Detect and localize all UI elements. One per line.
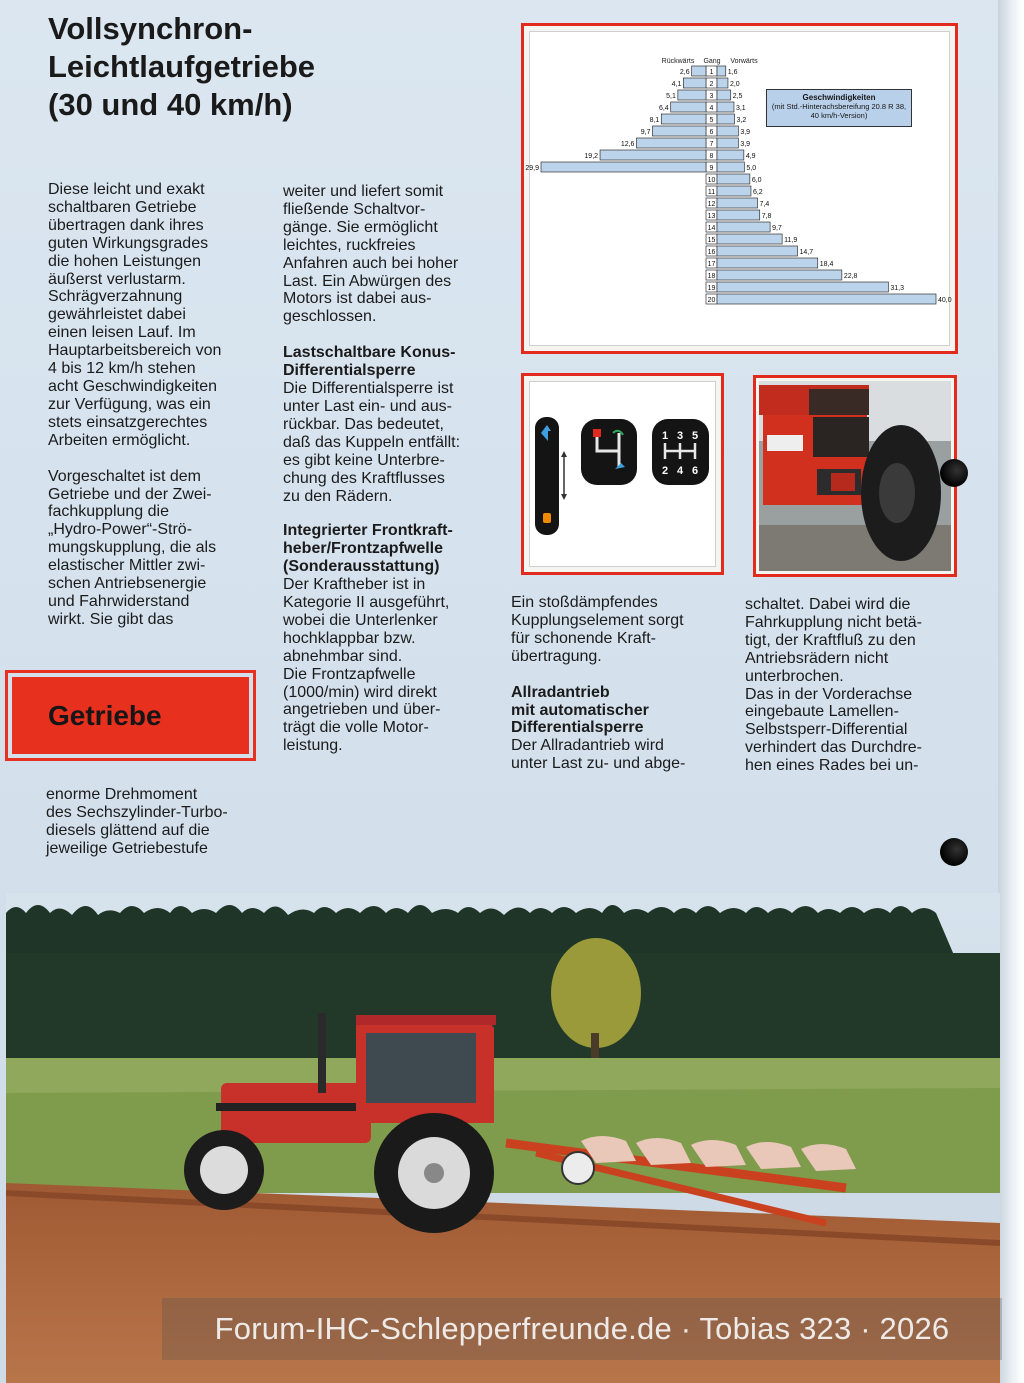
- heading-front-hitch: Integrierter Frontkraft- heber/Frontzapfwelle (Sonderausstattung): [283, 522, 453, 576]
- forward-bar-gear-20: [717, 294, 936, 304]
- shift-number-1: 1: [661, 430, 669, 442]
- watermark-text: Forum-IHC-Schlepperfreunde.de · Tobias 323 · 2026: [214, 1311, 950, 1346]
- shift-number-3: 3: [676, 430, 684, 442]
- forward-value-gear-10: 6,0: [751, 177, 762, 184]
- gear-label-2: 2: [709, 81, 714, 88]
- gear-label-19: 19: [707, 285, 716, 292]
- forward-bar-gear-16: [717, 246, 797, 256]
- reverse-value-gear-5: 8,1: [649, 117, 660, 124]
- reverse-bar-gear-7: [636, 138, 706, 148]
- forward-value-gear-13: 7,8: [761, 213, 772, 220]
- forward-bar-gear-18: [717, 270, 842, 280]
- forward-value-gear-6: 3,9: [740, 129, 751, 136]
- forward-value-gear-7: 3,9: [740, 141, 751, 148]
- gear-label-10: 10: [707, 177, 716, 184]
- forward-bar-gear-13: [717, 210, 760, 220]
- column-2-paragraph-3: Der Kraftheber ist in Kategorie II ausgeführt, wobei die Unterlenker hochklappbar bzw. abnehmbar sind. Die Frontzapfwelle (1000/min) wird direkt angetrieben und über- trägt die volle Motor- leistung.: [283, 576, 450, 755]
- reverse-value-gear-7: 12,6: [620, 141, 635, 148]
- gear-diagram: [521, 373, 724, 575]
- chart-header-forward: Vorwärts: [730, 58, 758, 65]
- forward-value-gear-2: 2,0: [729, 81, 740, 88]
- forward-value-gear-5: 3,2: [736, 117, 747, 124]
- forward-bar-gear-3: [717, 90, 731, 100]
- column-3-paragraph-2: Der Allradantrieb wird unter Last zu- und abge-: [511, 737, 686, 773]
- group-shift-icon: [581, 419, 637, 485]
- forward-bar-gear-10: [717, 174, 750, 184]
- reverse-value-gear-1: 2,6: [679, 69, 690, 76]
- forward-bar-gear-7: [717, 138, 738, 148]
- forward-value-gear-3: 2,5: [732, 93, 743, 100]
- gear-label-9: 9: [709, 165, 714, 172]
- column-3-paragraph-1: Ein stoßdämpfendes Kupplungselement sorgt für schonende Kraft- übertragung.: [511, 594, 684, 665]
- gear-label-3: 3: [709, 93, 714, 100]
- forward-bar-gear-14: [717, 222, 770, 232]
- shift-number-6: 6: [691, 465, 699, 477]
- chart-legend-subtitle: (mit Std.-Hinterachsbereifung 20.8 R 38, 40 km/h-Version): [771, 102, 907, 120]
- shift-number-4: 4: [676, 465, 684, 477]
- chart-header-gear: Gang: [703, 58, 721, 65]
- column-1-paragraph-1: Diese leicht und exakt schaltbaren Getriebe übertragen dank ihres guten Wirkungsgrades die hohen Leistungen äußerst verlustarm. Schrägverzahnung gewährleistet dabei einen leisen Lauf. Im Hauptarbeitsbereich von 4 bis 12 km/h stehen acht Geschwindigkeiten zur Verfügung, was ein stets einsatzgerechtes Arbeiten ermöglicht.: [48, 181, 222, 449]
- forward-bar-gear-6: [717, 126, 738, 136]
- gear-label-18: 18: [707, 273, 716, 280]
- reverse-bar-gear-5: [661, 114, 706, 124]
- forward-bar-gear-17: [717, 258, 818, 268]
- reverse-value-gear-2: 4,1: [671, 81, 682, 88]
- column-1-paragraph-2: Vorgeschaltet ist dem Getriebe und der Zwei- fachkupplung die „Hydro-Power“-Strö- mungskupplung, die als elastischer Mittler zwi- schen Antriebsenergie und Fahrwiderstand wirkt. Sie gibt das: [48, 467, 217, 628]
- forward-bar-gear-5: [717, 114, 735, 124]
- gear-label-6: 6: [709, 129, 714, 136]
- forward-value-gear-1: 1,6: [727, 69, 738, 76]
- reverse-bar-gear-4: [671, 102, 706, 112]
- gear-label-4: 4: [709, 105, 714, 112]
- punch-hole-upper: [940, 459, 968, 487]
- column-2-paragraph-1: weiter und liefert somit fließende Schaltvor- gänge. Sie ermöglicht leichtes, ruckfreies Anfahren auch bei hoher Last. Ein Abwürgen des Motors ist dabei aus- geschlossen.: [283, 183, 459, 326]
- shift-number-2: 2: [661, 465, 669, 477]
- reverse-bar-gear-3: [678, 90, 706, 100]
- section-label: Getriebe: [12, 677, 249, 754]
- shift-number-5: 5: [691, 430, 699, 442]
- forward-bar-gear-15: [717, 234, 782, 244]
- column-1-paragraph-3: enorme Drehmoment des Sechszylinder-Turbo- diesels glättend auf die jeweilige Getriebestufe: [46, 786, 228, 857]
- section-box-getriebe: [5, 670, 256, 761]
- reverse-bar-gear-1: [692, 66, 706, 76]
- page-headline: Vollsynchron- Leichtlaufgetriebe (30 und 40 km/h): [48, 11, 315, 122]
- reverse-bar-gear-8: [600, 150, 706, 160]
- gear-label-17: 17: [707, 261, 716, 268]
- forward-bar-gear-8: [717, 150, 744, 160]
- gear-label-1: 1: [709, 69, 714, 76]
- forward-value-gear-16: 14,7: [799, 249, 814, 256]
- column-1-bottom: [46, 786, 261, 858]
- gear-label-15: 15: [707, 237, 716, 244]
- forward-bar-gear-2: [717, 78, 728, 88]
- forward-bar-gear-12: [717, 198, 758, 208]
- speed-chart: [0, 0, 1024, 360]
- column-4: [745, 596, 965, 775]
- gear-label-13: 13: [707, 213, 716, 220]
- forward-value-gear-19: 31,3: [890, 285, 904, 292]
- forward-bar-gear-19: [717, 282, 888, 292]
- gear-label-16: 16: [707, 249, 716, 256]
- forward-value-gear-18: 22,8: [843, 273, 858, 280]
- forward-bar-gear-4: [717, 102, 734, 112]
- forward-bar-gear-1: [717, 66, 726, 76]
- forward-value-gear-12: 7,4: [759, 201, 770, 208]
- forward-bar-gear-11: [717, 186, 751, 196]
- gear-label-7: 7: [709, 141, 714, 148]
- forward-value-gear-8: 4,9: [745, 153, 756, 160]
- gear-label-14: 14: [707, 225, 716, 232]
- forward-value-gear-11: 6,2: [752, 189, 763, 196]
- gear-label-5: 5: [709, 117, 714, 124]
- chart-legend-title: Geschwindigkeiten: [802, 93, 876, 102]
- reverse-bar-gear-9: [541, 162, 706, 172]
- chart-legend-box: [766, 89, 912, 127]
- gear-label-20: 20: [707, 297, 716, 304]
- reverse-value-gear-8: 19,2: [584, 153, 599, 160]
- gear-label-11: 11: [707, 189, 716, 196]
- gear-label-8: 8: [709, 153, 714, 160]
- forward-value-gear-15: 11,9: [784, 237, 798, 244]
- reverse-value-gear-6: 9,7: [640, 129, 651, 136]
- column-4-paragraph-1: schaltet. Dabei wird die Fahrkupplung nicht betä- tigt, der Kraftfluß zu den Antriebsrädern nicht unterbrochen. Das in der Vorderachse eingebaute Lamellen- Selbstsperr-Differential verhindert das Durchdre- hen eines Rades bei un-: [745, 596, 922, 775]
- forward-value-gear-14: 9,7: [772, 225, 782, 232]
- chart-header-reverse: Rückwärts: [661, 58, 695, 65]
- reverse-bar-gear-2: [683, 78, 706, 88]
- reverse-bar-gear-6: [652, 126, 706, 136]
- gear-label-12: 12: [707, 201, 716, 208]
- heading-all-wheel-drive: Allradantrieb mit automatischer Differentialsperre: [511, 683, 649, 737]
- forward-bar-gear-9: [717, 162, 744, 172]
- reverse-value-gear-9: 29,9: [525, 165, 539, 172]
- forward-value-gear-9: 5,0: [746, 165, 757, 172]
- range-lever-icon: [535, 417, 567, 535]
- forward-value-gear-20: 40,0: [938, 297, 952, 304]
- column-2-paragraph-2: Die Differentialsperre ist unter Last ein- und aus- rückbar. Das bedeutet, daß das Kuppeln entfällt: es gibt keine Unterbre- chung des Kraftflusses zu den Rädern.: [283, 380, 461, 505]
- column-3: [511, 594, 726, 773]
- punch-hole-lower: [940, 838, 968, 866]
- reverse-value-gear-3: 5,1: [666, 93, 676, 100]
- front-hitch-photo: [753, 375, 957, 577]
- forward-value-gear-4: 3,1: [735, 105, 746, 112]
- watermark-banner: [162, 1298, 1002, 1360]
- reverse-value-gear-4: 6,4: [658, 105, 669, 112]
- forward-value-gear-17: 18,4: [819, 261, 834, 268]
- heading-differential-lock: Lastschaltbare Konus- Differentialsperre: [283, 344, 456, 380]
